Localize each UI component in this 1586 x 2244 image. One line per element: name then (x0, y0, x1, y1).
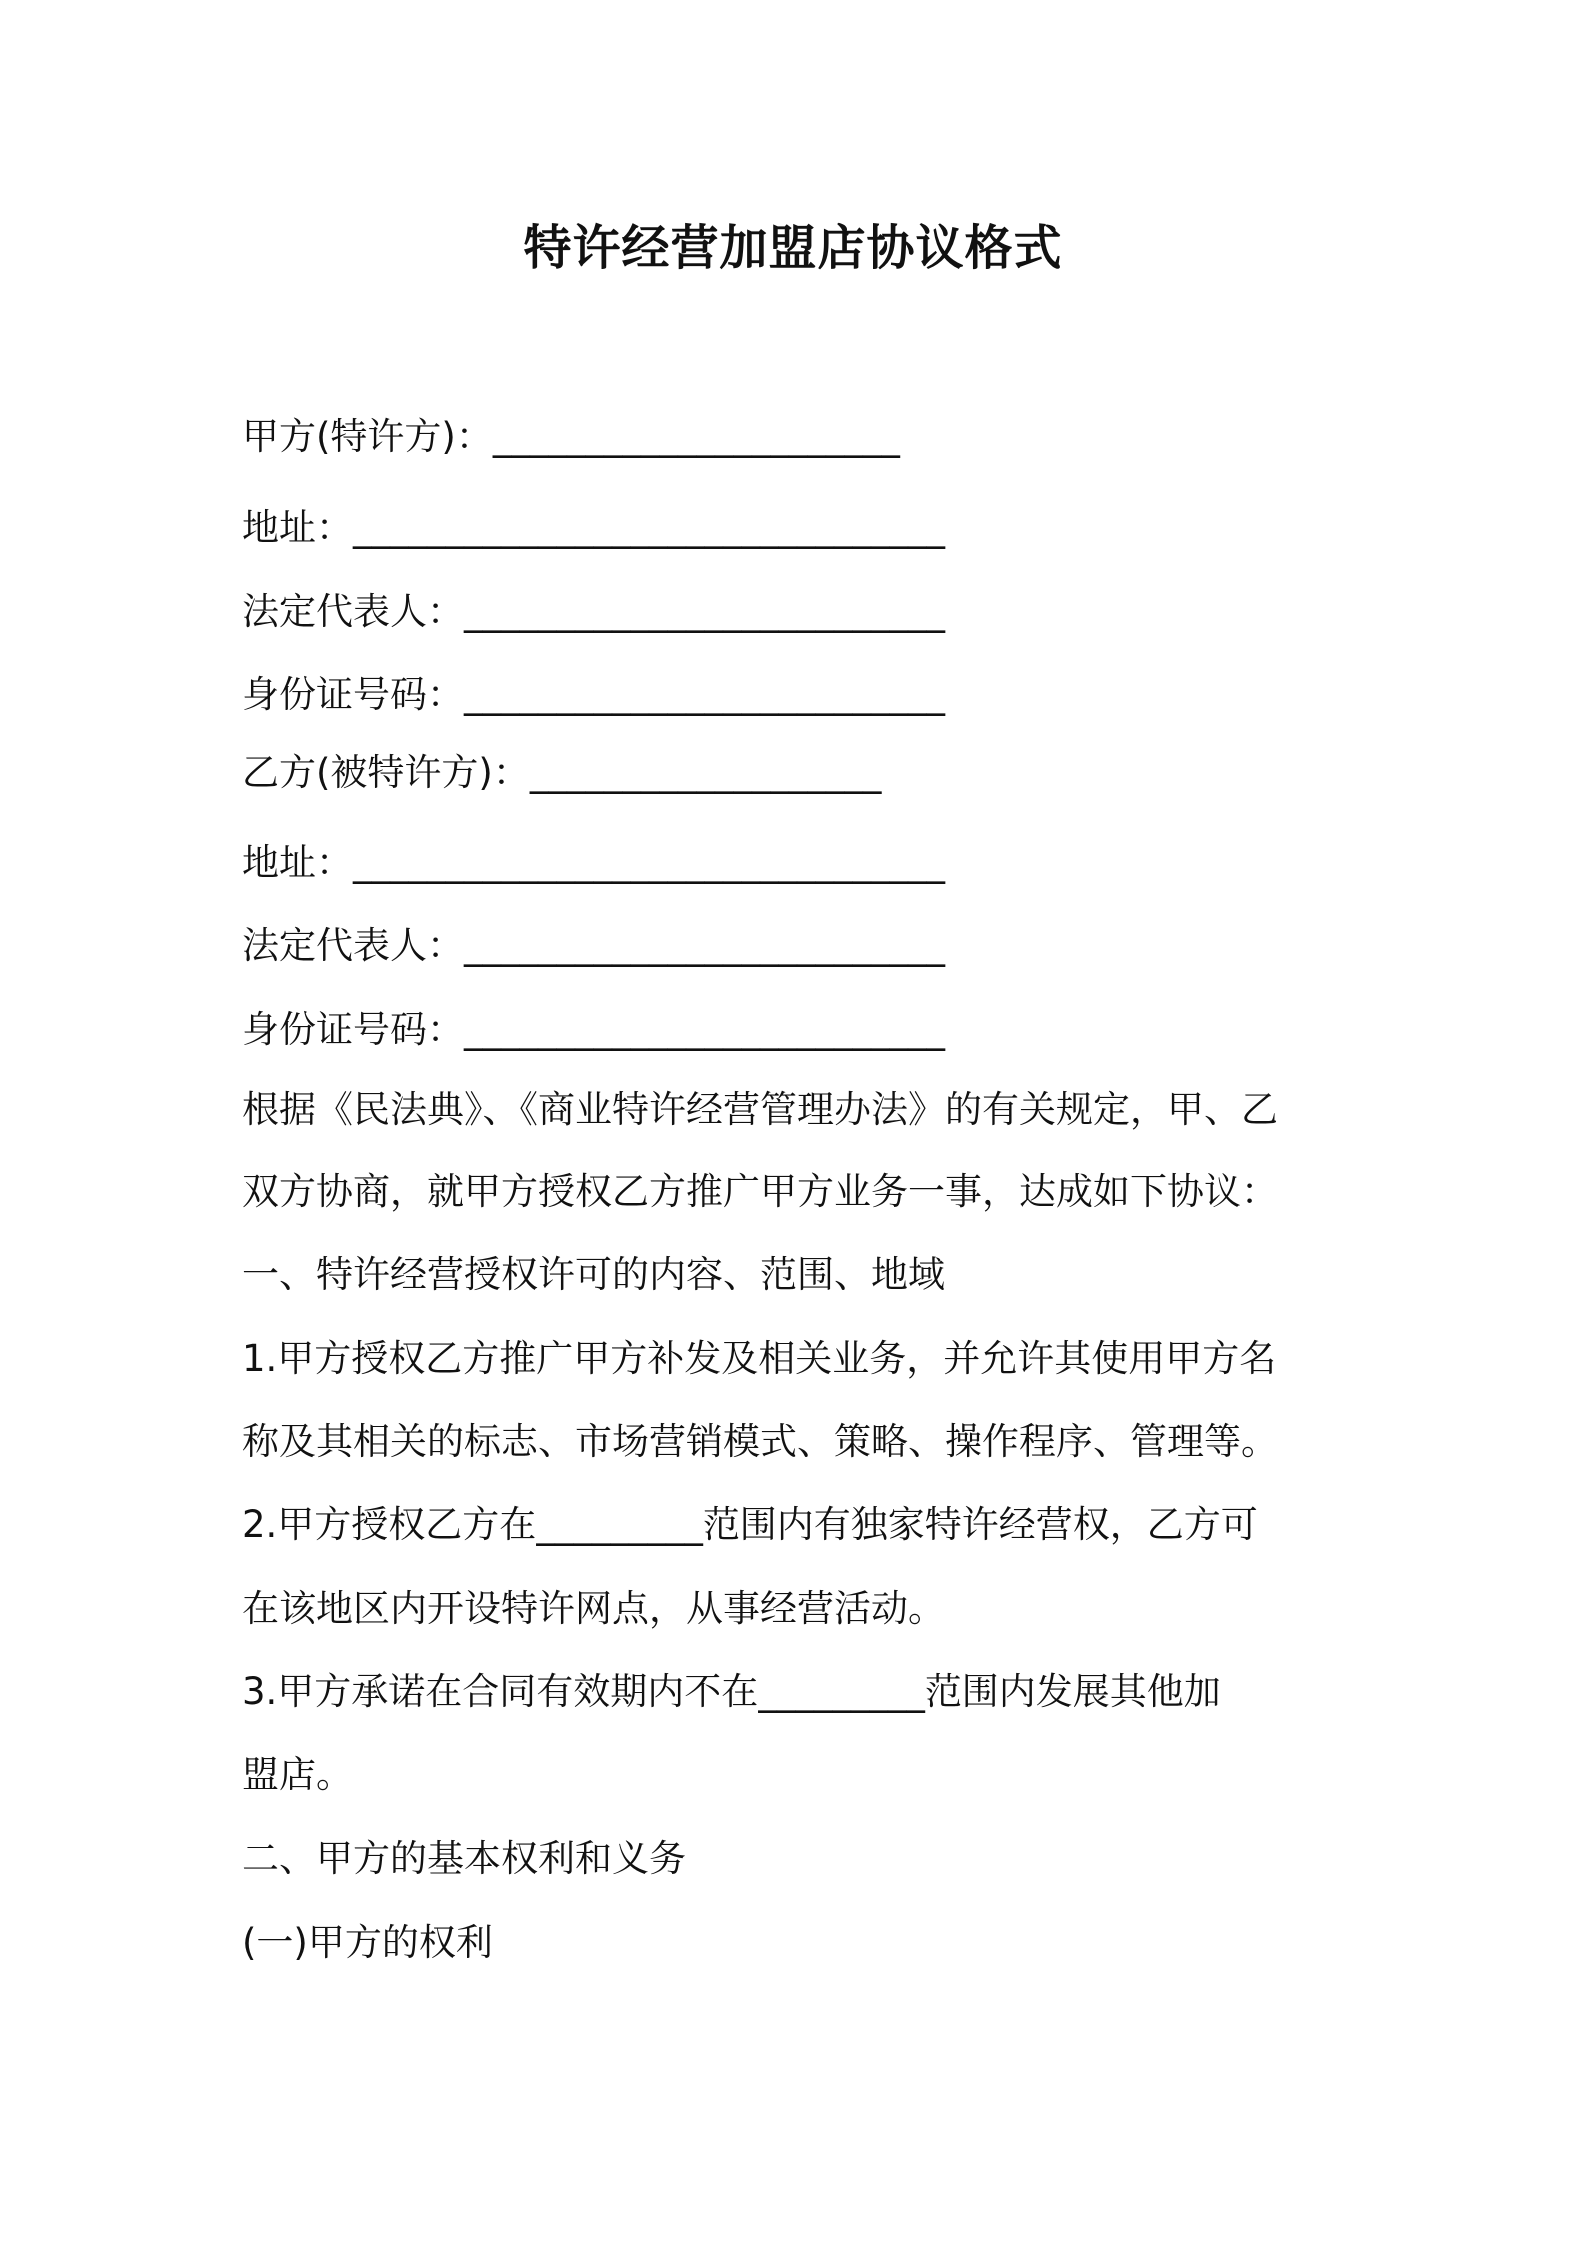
party-b-rep-label: 法定代表人： (242, 924, 464, 967)
section-1-heading: 一、特许经营授权许可的内容、范围、地域 (242, 1253, 945, 1296)
party-b-address-blank: ________________________________ (353, 841, 945, 884)
document-title: 特许经营加盟店协议格式 (523, 220, 1063, 276)
party-b-id-blank: __________________________ (464, 1008, 945, 1051)
clause-2-text-a: 2.甲方授权乙方在 (242, 1503, 537, 1546)
clause-2-text-b: 范围内有独家特许经营权，乙方可 (702, 1503, 1258, 1546)
party-b-address-line (242, 838, 945, 888)
party-b-blank: ___________________ (529, 751, 882, 794)
party-a-address-blank: ________________________________ (353, 506, 945, 549)
clause-3-text-a: 3.甲方承诺在合同有效期内不在 (242, 1670, 759, 1713)
clause-3-line-1 (242, 1667, 1221, 1717)
party-a-blank: ______________________ (492, 415, 900, 458)
party-b-address-label: 地址： (242, 841, 353, 884)
party-a-id-blank: __________________________ (464, 673, 945, 716)
party-a-address-label: 地址： (242, 506, 353, 549)
party-a-rep-blank: __________________________ (464, 590, 945, 633)
party-b-id-label: 身份证号码： (242, 1008, 464, 1051)
clause-2-line-2: 在该地区内开设特许网点，从事经营活动。 (242, 1587, 945, 1630)
subsection-1-heading: (一)甲方的权利 (242, 1921, 493, 1964)
preamble-line-2: 双方协商，就甲方授权乙方推广甲方业务一事，达成如下协议： (242, 1170, 1278, 1213)
party-b-id-line (242, 1005, 945, 1055)
party-a-rep-label: 法定代表人： (242, 590, 464, 633)
clause-2-blank: _________ (536, 1503, 703, 1546)
party-a-label: 甲方(特许方)： (242, 415, 493, 458)
clause-3-line-2: 盟店。 (242, 1753, 353, 1796)
clause-1-line-1: 1.甲方授权乙方推广甲方补发及相关业务，并允许其使用甲方名 (242, 1337, 1277, 1380)
clause-3-blank: _________ (758, 1670, 925, 1713)
clause-1-line-2: 称及其相关的标志、市场营销模式、策略、操作程序、管理等。 (242, 1420, 1278, 1463)
party-a-id-label: 身份证号码： (242, 673, 464, 716)
party-a-line (242, 412, 900, 462)
party-a-address-line (242, 503, 945, 553)
clause-2-line-1 (242, 1500, 1258, 1550)
preamble-line-1: 根据《民法典》、《商业特许经营管理办法》的有关规定，甲、乙 (242, 1088, 1278, 1131)
party-b-label: 乙方(被特许方)： (242, 751, 530, 794)
clause-3-text-b: 范围内发展其他加 (924, 1670, 1221, 1713)
section-2-heading: 二、甲方的基本权利和义务 (242, 1837, 686, 1880)
party-a-rep-line (242, 587, 945, 637)
party-b-rep-blank: __________________________ (464, 924, 945, 967)
party-b-line (242, 748, 881, 798)
party-b-rep-line (242, 921, 945, 971)
party-a-id-line (242, 670, 945, 720)
